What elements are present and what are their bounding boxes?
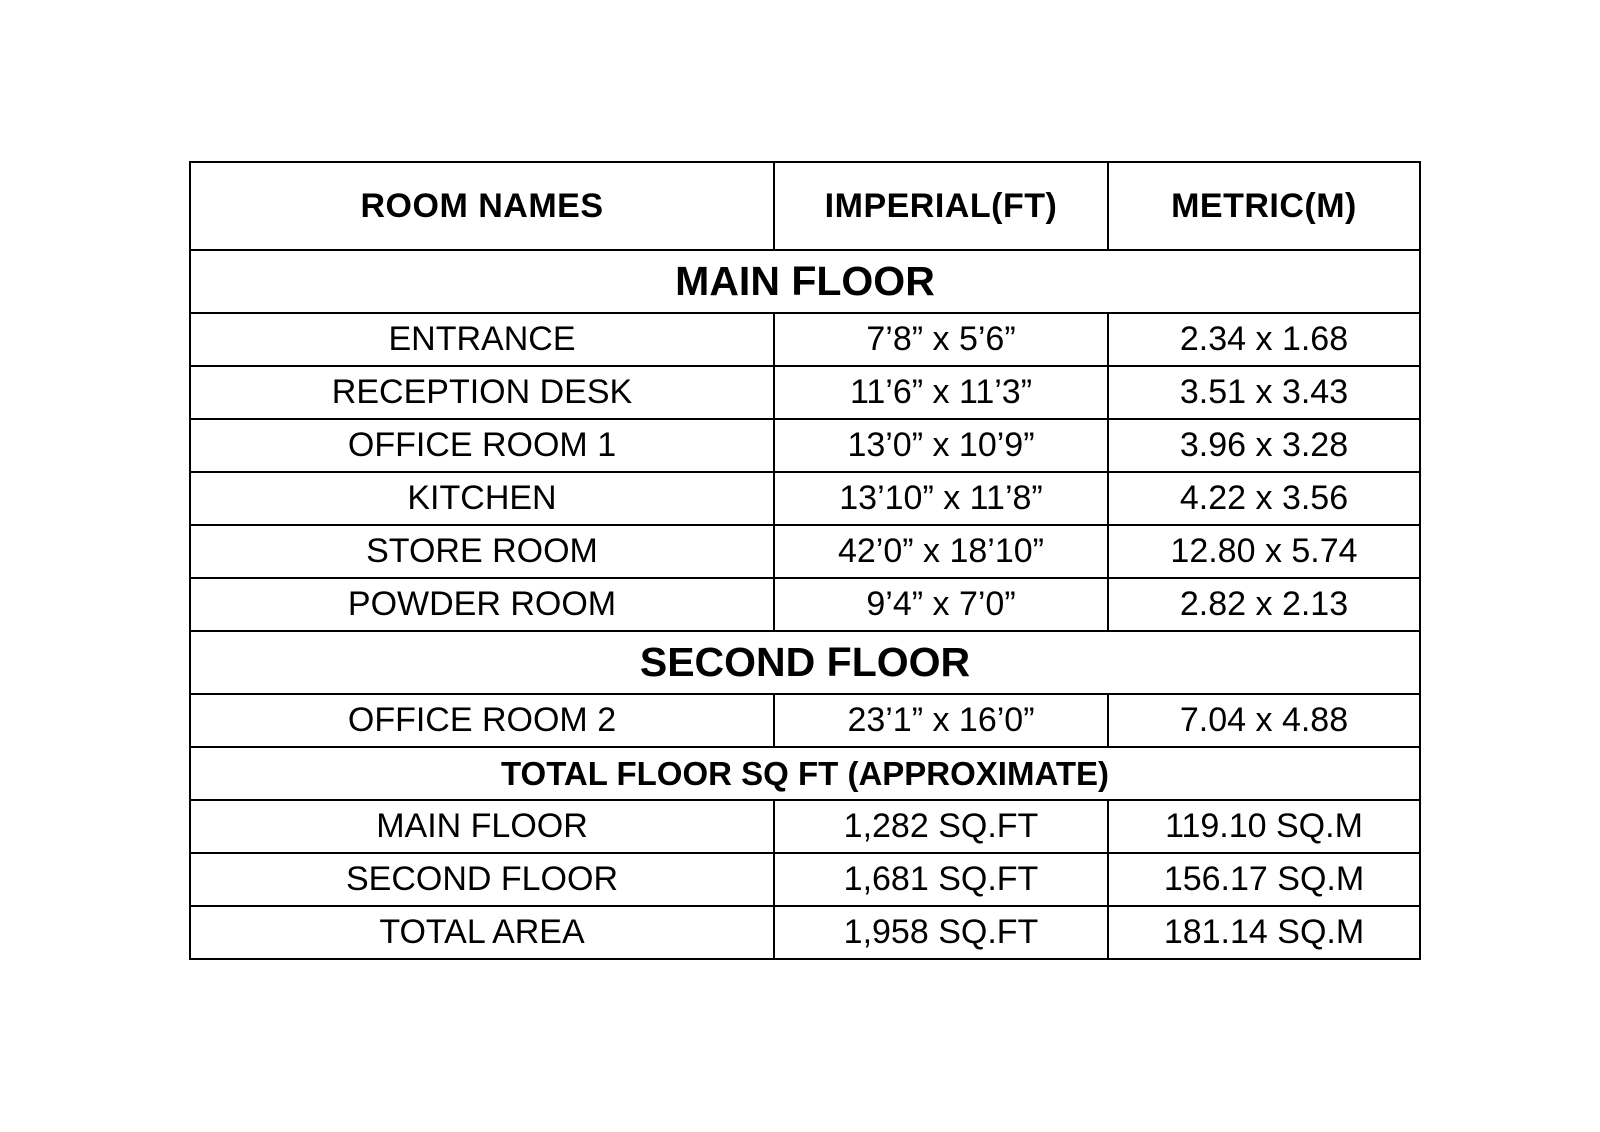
room-name: OFFICE ROOM 2 [190, 694, 774, 747]
total-metric: 181.14 SQ.M [1108, 906, 1420, 959]
section-title-second-floor: SECOND FLOOR [190, 631, 1420, 694]
room-name: ENTRANCE [190, 313, 774, 366]
header-room-names: ROOM NAMES [190, 162, 774, 250]
room-imperial: 7’8” x 5’6” [774, 313, 1108, 366]
total-metric: 156.17 SQ.M [1108, 853, 1420, 906]
section-row-main-floor [190, 250, 1420, 313]
room-metric: 4.22 x 3.56 [1108, 472, 1420, 525]
total-imperial: 1,282 SQ.FT [774, 800, 1108, 853]
table-row [190, 472, 1420, 525]
room-name: OFFICE ROOM 1 [190, 419, 774, 472]
room-metric: 7.04 x 4.88 [1108, 694, 1420, 747]
table-row [190, 419, 1420, 472]
total-metric: 119.10 SQ.M [1108, 800, 1420, 853]
room-dimensions-table [189, 161, 1421, 960]
header-imperial: IMPERIAL(FT) [774, 162, 1108, 250]
table-row [190, 853, 1420, 906]
table-row [190, 906, 1420, 959]
section-title-totals: TOTAL FLOOR SQ FT (APPROXIMATE) [190, 747, 1420, 800]
table-row [190, 525, 1420, 578]
room-name: RECEPTION DESK [190, 366, 774, 419]
header-metric: METRIC(M) [1108, 162, 1420, 250]
room-name: STORE ROOM [190, 525, 774, 578]
room-name: KITCHEN [190, 472, 774, 525]
room-metric: 2.34 x 1.68 [1108, 313, 1420, 366]
table-row [190, 578, 1420, 631]
room-metric: 12.80 x 5.74 [1108, 525, 1420, 578]
section-title-main-floor: MAIN FLOOR [190, 250, 1420, 313]
table-row [190, 800, 1420, 853]
total-name: MAIN FLOOR [190, 800, 774, 853]
room-imperial: 9’4” x 7’0” [774, 578, 1108, 631]
room-imperial: 13’0” x 10’9” [774, 419, 1108, 472]
header-row [190, 162, 1420, 250]
room-metric: 3.96 x 3.28 [1108, 419, 1420, 472]
room-imperial: 11’6” x 11’3” [774, 366, 1108, 419]
total-name: TOTAL AREA [190, 906, 774, 959]
room-imperial: 23’1” x 16’0” [774, 694, 1108, 747]
room-imperial: 42’0” x 18’10” [774, 525, 1108, 578]
section-row-second-floor [190, 631, 1420, 694]
room-metric: 2.82 x 2.13 [1108, 578, 1420, 631]
room-imperial: 13’10” x 11’8” [774, 472, 1108, 525]
table-row [190, 694, 1420, 747]
section-row-totals [190, 747, 1420, 800]
table-row [190, 366, 1420, 419]
total-imperial: 1,958 SQ.FT [774, 906, 1108, 959]
room-name: POWDER ROOM [190, 578, 774, 631]
room-metric: 3.51 x 3.43 [1108, 366, 1420, 419]
total-imperial: 1,681 SQ.FT [774, 853, 1108, 906]
table-row [190, 313, 1420, 366]
total-name: SECOND FLOOR [190, 853, 774, 906]
